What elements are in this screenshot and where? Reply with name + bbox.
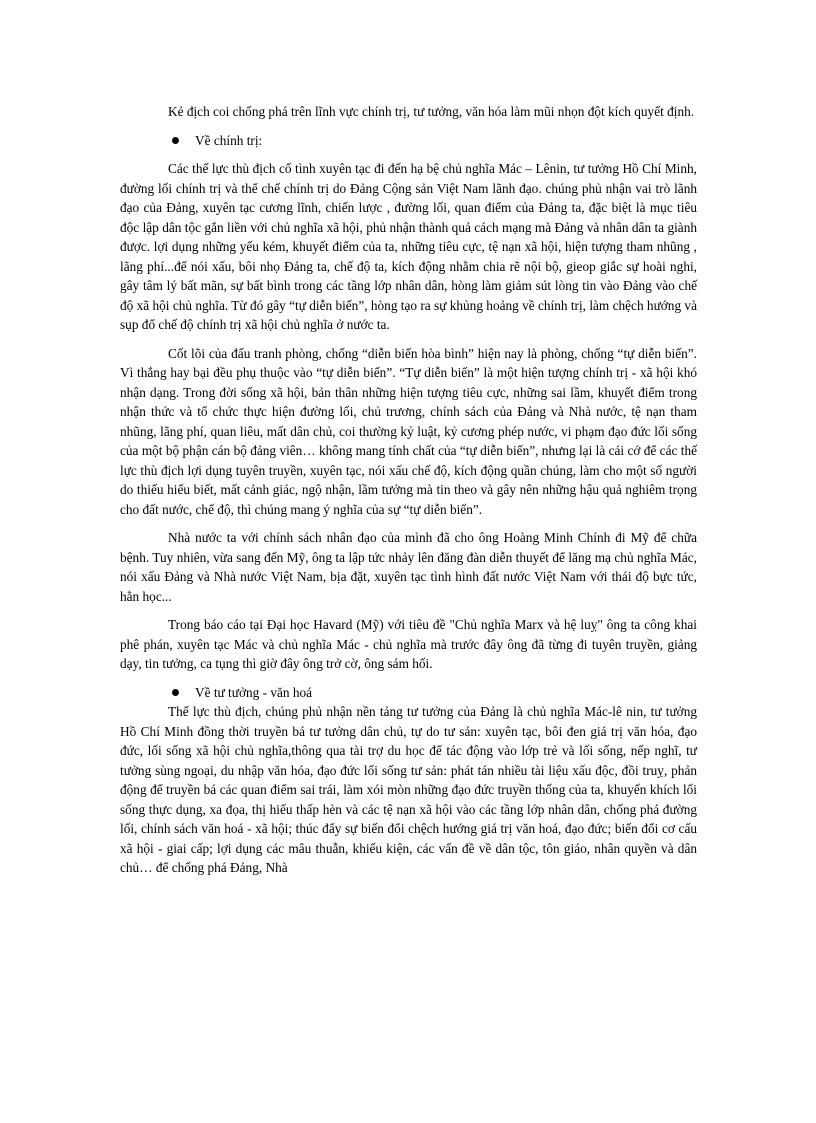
bullet-dot-icon — [172, 137, 179, 144]
bullet-item-culture — [120, 683, 697, 703]
paragraph-politics-4: Trong báo cáo tại Đại học Havard (Mỹ) với tiêu đề "Chủ nghĩa Marx và hệ luỵ" ông ta công khai phê phán, xuyên tạc Mác và chủ nghĩa Mác - chủ nghĩa mà trước đây ông đã từng đi tuyên truyền, giảng dạy, tin tưởng, ca tụng thì giờ đây ông trở cờ, ông sám hối. — [120, 617, 697, 671]
paragraph-politics-3: Nhà nước ta với chính sách nhân đạo của mình đã cho ông Hoàng Minh Chính đi Mỹ để chữa bệnh. Tuy nhiên, vừa sang đến Mỹ, ông ta lập tức nhảy lên đăng đàn diễn thuyết để lăng mạ chủ nghĩa Mác, nói xấu Đảng và Nhà nước Việt Nam, bịa đặt, xuyên tạc tình hình đất nước Việt Nam với thái độ bực tức, hằn học... — [120, 530, 697, 604]
bullet-dot-icon — [172, 689, 179, 696]
paragraph-politics-2: Cốt lõi của đấu tranh phòng, chống “diễn biến hòa bình” hiện nay là phòng, chống “tự diễn biến”. Vì thắng hay bại đều phụ thuộc vào “tự diễn biến”. “Tự diễn biến” là một hiện tượng chính trị - xã hội khó nhận dạng. Trong đời sống xã hội, bản thân những hiện tượng tiêu cực, những sai lầm, khuyết điểm trong nhận thức và tổ chức thực hiện đường lối, chủ trương, chính sách của Đảng và Nhà nước, tệ nạn tham nhũng, lãng phí, quan liêu, mất dân chủ, coi thường kỷ luật, kỷ cương phép nước, vi phạm đạo đức lối sống của một bộ phận cán bộ đảng viên… không mang tính chất của “tự diễn biến”, nhưng lại là cái cớ để các thế lực thù địch lợi dụng tuyên truyền, xuyên tạc, nói xấu chế độ, kích động quần chúng, làm cho một số người do thiếu hiểu biết, mất cảnh giác, ngộ nhận, lầm tưởng mà tin theo và gây nên những hậu quả nghiêm trọng cho đất nước, chế độ, thì chúng mang ý nghĩa của sự “tự diễn biến”. — [120, 345, 697, 517]
bullet-label-politics: Về chính trị: — [195, 132, 263, 148]
document-page — [120, 102, 697, 878]
bullet-label-culture: Về tư tưởng - văn hoá — [195, 684, 313, 700]
paragraph-intro: Kẻ địch coi chống phá trên lĩnh vực chính trị, tư tưởng, văn hóa làm mũi nhọn đột kích quyết định. — [168, 104, 695, 119]
paragraph-politics-1: Các thế lực thù địch cố tình xuyên tạc đi đến hạ bệ chủ nghĩa Mác – Lênin, tư tưởng Hồ Chí Minh, đường lối chính trị và thể chế chính trị do Đảng Cộng sản Việt Nam lãnh đạo. chúng phủ nhận vai trò lãnh đạo của Đảng, xuyên tạc cương lĩnh, chiến lược , đường lối, quan điểm của Đảng ta, đặc biệt là mục tiêu độc lập dân tộc gắn liền với chủ nghĩa xã hội, phủ nhận thành quả cách mạng mà Đảng và nhân dân ta giành được. lợi dụng những yếu kém, khuyết điểm của ta, những tiêu cực, tệ nạn xã hội, hiện tượng tham nhũng , lãng phí...để nói xấu, bôi nhọ Đảng ta, chế độ ta, kích động nhằm chia rẽ nội bộ, gieop giắc sự hoài nghi, gây tâm lý bất mãn, sự bất bình trong các tầng lớp nhân dân, hòng làm giảm sút lòng tin vào Đảng vào chế độ xã hội chủ nghĩa. Từ đó gây “tự diễn biến”, hòng tạo ra sự khủng hoảng về chính trị, làm chệch hướng và sụp đổ chế độ chính trị xã hội chủ nghĩa ở nước ta. — [120, 161, 697, 332]
bullet-item-politics — [120, 131, 697, 151]
paragraph-culture-1: Thế lực thù địch, chúng phủ nhận nền tảng tư tưởng của Đảng là chủ nghĩa Mác-lê nin, tư tưởng Hồ Chí Minh đồng thời truyền bá tư tưởng dân chủ, tự do tư sản: xuyên tạc, bôi đen giá trị văn hóa, đạo đức, lối sống xã hội chủ nghĩa,thông qua tài trợ du học để tác động vào lớp trẻ và lối sống, nếp nghĩ, tư tưởng sùng ngoại, du nhập văn hóa, đạo đức lối sống tư sản: phát tán nhiều tài liệu xấu độc, đồi truỵ, phản động để truyền bá các quan điểm sai trái, làm xói mòn những đạo đức truyền thống của ta, khuyến khích lối sống thực dụng, xa đọa, thị hiếu thấp hèn và các tệ nạn xã hội vào các tầng lớp nhân dân, chống phá đường lối, chính sách văn hoá - xã hội; thúc đẩy sự biến đổi chệch hướng giá trị văn hoá, đạo đức; biến đổi cơ cấu xã hội - giai cấp; lợi dụng các mâu thuẫn, khiếu kiện, các vấn đề về dân tộc, tôn giáo, nhân quyền và dân chủ… để chống phá Đảng, Nhà — [120, 704, 697, 875]
